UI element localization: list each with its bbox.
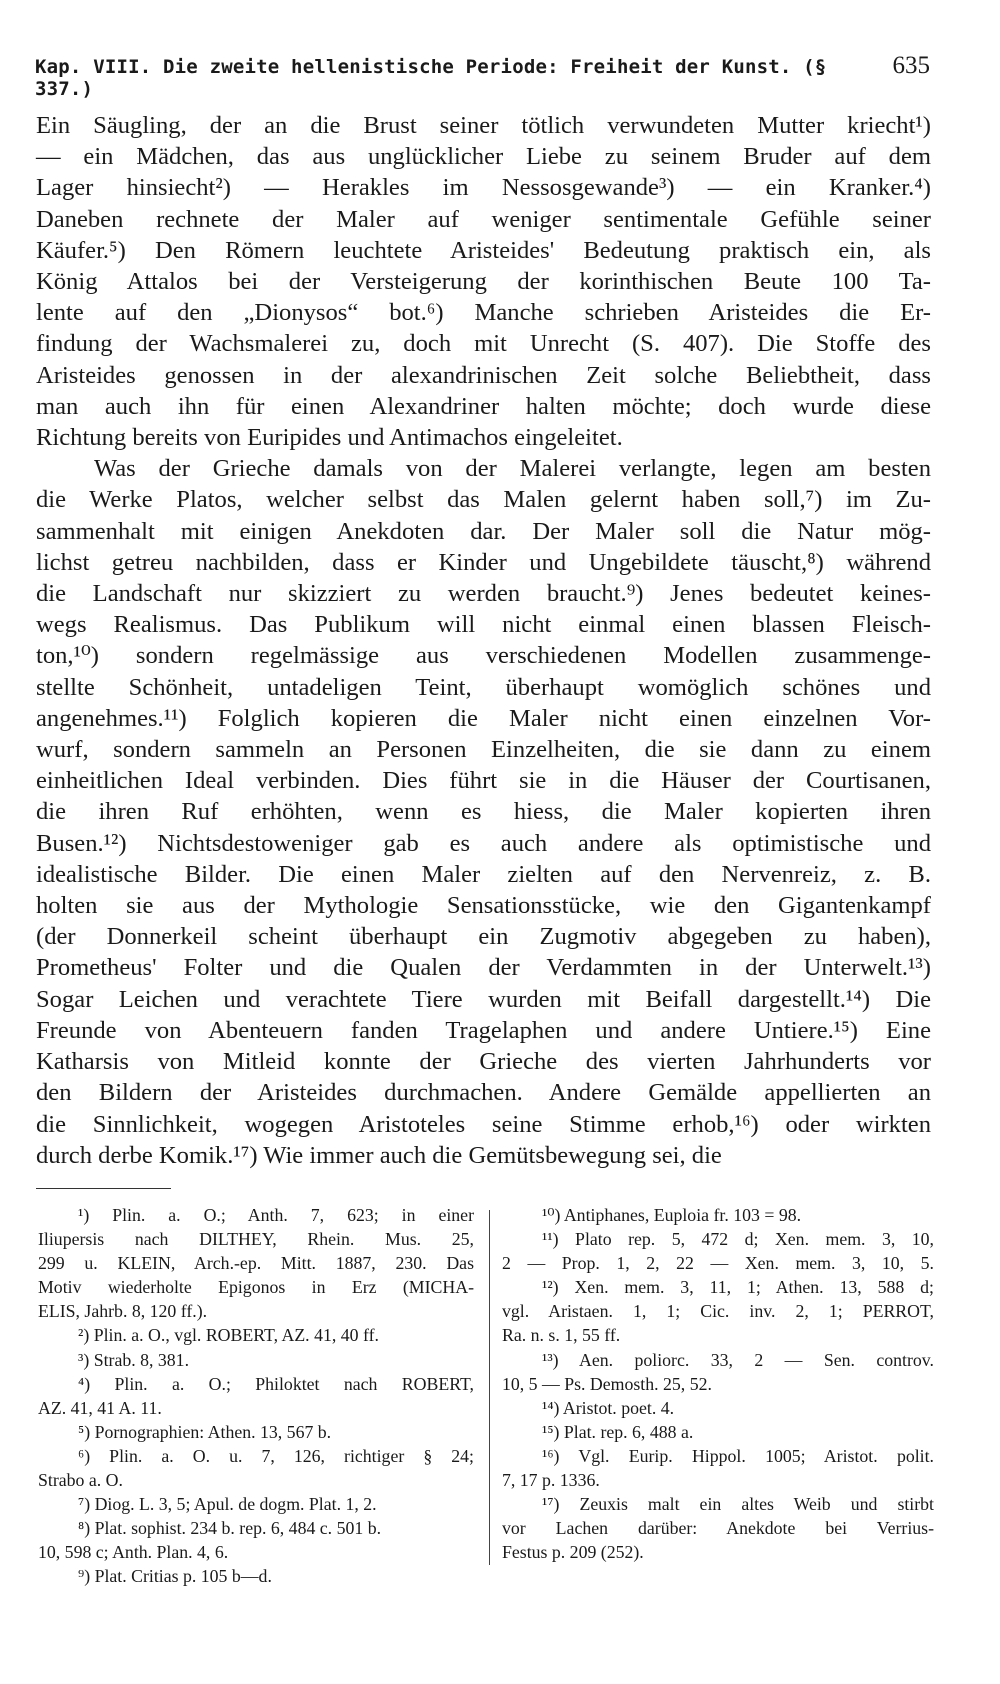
footnote-line: ¹⁴) Aristot. poet. 4. [542, 1397, 675, 1418]
footnote-line: ¹²) Xen. mem. 3, 11, 1; Athen. 13, 588 d; [542, 1277, 934, 1298]
text-line: die Werke Platos, welcher selbst das Malen gelernt haben soll,⁷) im Zu- [36, 486, 931, 514]
page-header [35, 52, 930, 100]
footnotes-left-column [38, 1203, 474, 1589]
footnote-line: ELIS, Jahrb. 8, 120 ff.). [38, 1301, 208, 1322]
footnotes-right-column [502, 1203, 934, 1564]
footnote-line: ³) Strab. 8, 381. [78, 1349, 190, 1370]
text-line: ton,¹⁰) sondern regelmässige aus verschiedenen Modellen zusammenge- [36, 642, 931, 670]
footnote-line: ¹¹) Plato rep. 5, 472 d; Xen. mem. 3, 10, [542, 1229, 934, 1250]
running-title: Kap. VIII. Die zweite hellenistische Periode: Freiheit der Kunst. (§ 337.) [35, 56, 827, 100]
text-line: Lager hinsiecht²) — Herakles im Nessosgewande³) — ein Kranker.⁴) [36, 174, 931, 202]
text-line: einheitlichen Ideal verbinden. Dies führt sie in die Häuser der Courtisanen, [36, 767, 931, 795]
text-line: Freunde von Abenteuern fanden Tragelaphen und andere Untiere.¹⁵) Eine [36, 1016, 931, 1044]
page-number: 635 [892, 52, 930, 79]
text-line: Aristeides genossen in der alexandrinischen Zeit solche Beliebtheit, dass [36, 361, 931, 389]
text-line: König Attalos bei der Versteigerung der korinthischen Beute 100 Ta- [36, 268, 931, 296]
footnote-line: ²) Plin. a. O., vgl. ROBERT, AZ. 41, 40 ff. [78, 1325, 379, 1346]
footnote-line: ⁵) Pornographien: Athen. 13, 567 b. [78, 1421, 332, 1442]
text-line: — ein Mädchen, das aus unglücklicher Liebe zu seinem Bruder auf dem [36, 143, 931, 171]
text-line: man auch ihn für einen Alexandriner halten möchte; doch wurde diese [36, 392, 931, 420]
footnote-line: ⁶) Plin. a. O. u. 7, 126, richtiger § 24; [78, 1445, 474, 1466]
footnote-line: ⁸) Plat. sophist. 234 b. rep. 6, 484 c. 501 b. [78, 1518, 382, 1539]
footnote-separator [36, 1188, 171, 1189]
footnote-line: Motiv wiederholte Epigonos in Erz (MICHA- [38, 1277, 474, 1298]
text-line: wegs Realismus. Das Publikum will nicht einmal einen blassen Fleisch- [36, 611, 931, 639]
footnote-line: vor Lachen darüber: Anekdote bei Verrius- [502, 1518, 934, 1539]
footnote-line: 299 u. KLEIN, Arch.-ep. Mitt. 1887, 230. Das [38, 1253, 474, 1274]
text-line: Richtung bereits von Euripides und Antimachos eingeleitet. [36, 424, 623, 452]
text-line: stellte Schönheit, untadeligen Teint, überhaupt womöglich schönes und [36, 673, 931, 701]
footnote-line: 2 — Prop. 1, 2, 22 — Xen. mem. 3, 10, 5. [502, 1253, 934, 1274]
text-line: Was der Grieche damals von der Malerei verlangte, legen am besten [94, 455, 931, 483]
text-line: findung der Wachsmalerei zu, doch mit Unrecht (S. 407). Die Stoffe des [36, 330, 931, 358]
text-line: den Bildern der Aristeides durchmachen. Andere Gemälde appellierten an [36, 1079, 931, 1107]
footnote-line: Ra. n. s. 1, 55 ff. [502, 1325, 621, 1346]
footnote-column-divider [489, 1210, 490, 1565]
text-line: holten sie aus der Mythologie Sensationsstücke, wie den Gigantenkampf [36, 892, 931, 920]
footnote-line: AZ. 41, 41 A. 11. [38, 1397, 162, 1418]
main-text [36, 110, 931, 1171]
footnote-line: ¹⁶) Vgl. Eurip. Hippol. 1005; Aristot. polit. [542, 1445, 934, 1466]
text-line: die ihren Ruf erhöhten, wenn es hiess, die Maler kopierten ihren [36, 798, 931, 826]
footnote-line: ¹³) Aen. poliorc. 33, 2 — Sen. controv. [542, 1349, 934, 1370]
footnote-line: ⁹) Plat. Critias p. 105 b—d. [78, 1566, 272, 1587]
text-line: Busen.¹²) Nichtsdestoweniger gab es auch andere als optimistische und [36, 829, 931, 857]
text-line: lente auf den „Dionysos“ bot.⁶) Manche schrieben Aristeides die Er- [36, 299, 931, 327]
footnote-line: vgl. Aristaen. 1, 1; Cic. inv. 2, 1; PERROT, [502, 1301, 934, 1322]
footnote-line: ¹) Plin. a. O.; Anth. 7, 623; in einer [78, 1205, 474, 1225]
text-line: Sogar Leichen und verachtete Tiere wurden mit Beifall dargestellt.¹⁴) Die [36, 985, 931, 1013]
footnote-line: 10, 5 — Ps. Demosth. 25, 52. [502, 1373, 712, 1394]
footnote-line: ¹⁰) Antiphanes, Euploia fr. 103 = 98. [542, 1205, 802, 1225]
footnote-line: Festus p. 209 (252). [502, 1542, 644, 1563]
footnote-line: Strabo a. O. [38, 1470, 123, 1491]
text-line: sammenhalt mit einigen Anekdoten dar. Der Maler soll die Natur mög- [36, 517, 931, 545]
text-line: (der Donnerkeil scheint überhaupt ein Zugmotiv abgegeben zu haben), [36, 923, 931, 951]
text-line: Prometheus' Folter und die Qualen der Verdammten in der Unterwelt.¹³) [36, 954, 931, 982]
text-line: wurf, sondern sammeln an Personen Einzelheiten, die sie dann zu einem [36, 736, 931, 764]
footnote-line: ⁷) Diog. L. 3, 5; Apul. de dogm. Plat. 1, 2. [78, 1494, 377, 1515]
footnote-line: 7, 17 p. 1336. [502, 1470, 600, 1491]
text-line: die Sinnlichkeit, wogegen Aristoteles seine Stimme erhob,¹⁶) oder wirkten [36, 1110, 931, 1138]
text-line: durch derbe Komik.¹⁷) Wie immer auch die Gemütsbewegung sei, die [36, 1141, 722, 1169]
text-line: Katharsis von Mitleid konnte der Grieche des vierten Jahrhunderts vor [36, 1048, 931, 1076]
text-line: lichst getreu nachbilden, dass er Kinder und Ungebildete täuscht,⁸) während [36, 548, 931, 576]
text-line: Daneben rechnete der Maler auf weniger sentimentale Gefühle seiner [36, 205, 931, 233]
text-line: angenehmes.¹¹) Folglich kopieren die Maler nicht einen einzelnen Vor- [36, 704, 931, 732]
text-line: die Landschaft nur skizziert zu werden braucht.⁹) Jenes bedeutet keines- [36, 580, 931, 608]
text-line: Ein Säugling, der an die Brust seiner tötlich verwundeten Mutter kriecht¹) [36, 112, 931, 139]
footnote-line: Iliupersis nach DILTHEY, Rhein. Mus. 25, [38, 1229, 474, 1250]
text-line: Käufer.⁵) Den Römern leuchtete Aristeides' Bedeutung praktisch ein, als [36, 236, 931, 264]
footnote-line: ⁴) Plin. a. O.; Philoktet nach ROBERT, [78, 1373, 474, 1394]
footnote-line: ¹⁵) Plat. rep. 6, 488 a. [542, 1421, 694, 1442]
footnote-line: 10, 598 c; Anth. Plan. 4, 6. [38, 1542, 229, 1563]
text-line: idealistische Bilder. Die einen Maler zielten auf den Nervenreiz, z. B. [36, 860, 931, 888]
footnote-line: ¹⁷) Zeuxis malt ein altes Weib und stirbt [542, 1494, 934, 1515]
